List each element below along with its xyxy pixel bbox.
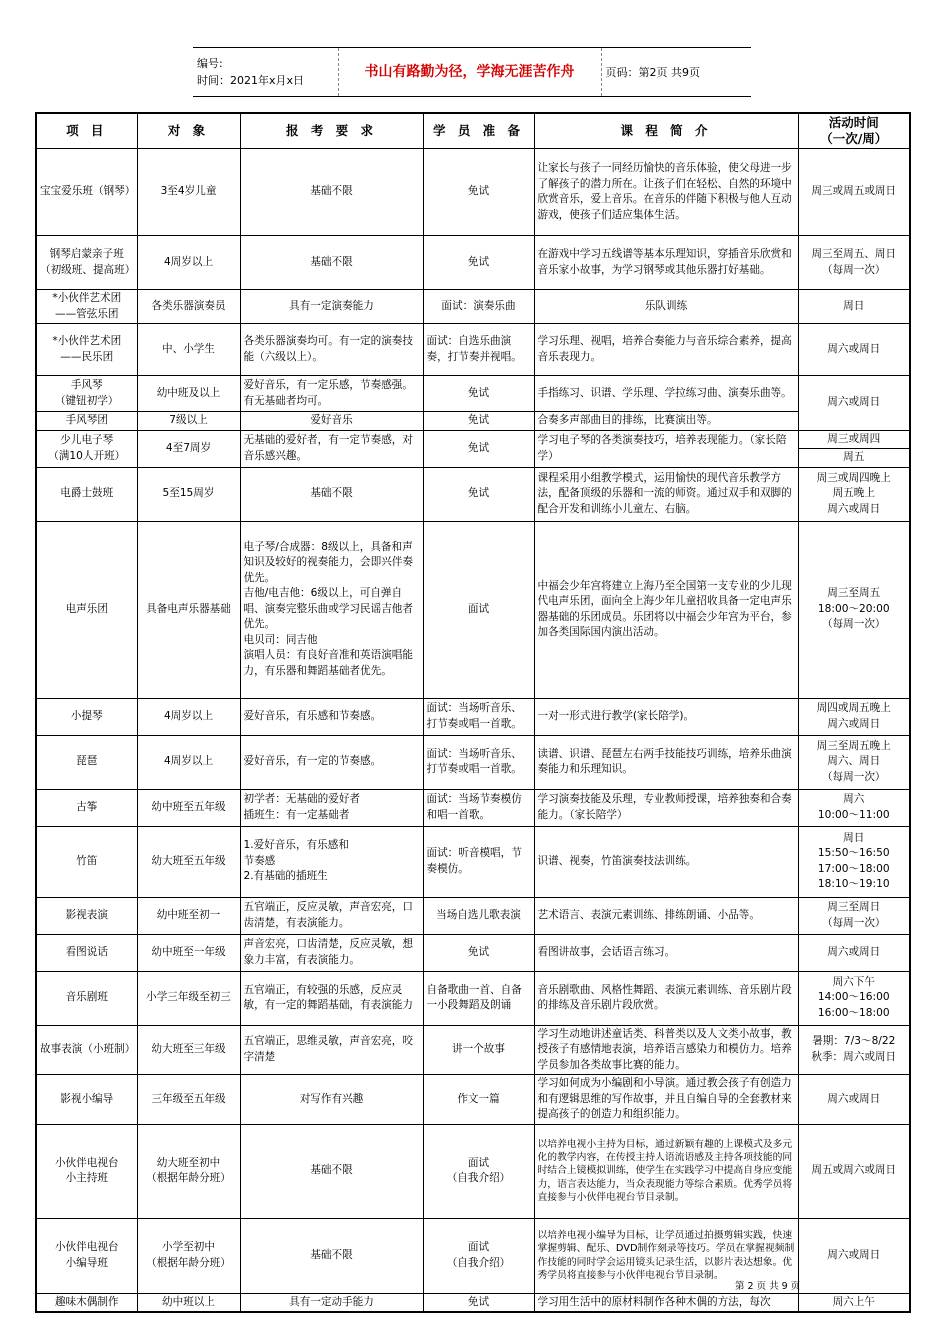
cell-time: 周三至周五 18:00～20:00 （每周一次）: [798, 521, 910, 698]
cell-prep: 面试 （自我介绍）: [423, 1124, 534, 1218]
cell-intro: 中福会少年宫将建立上海乃至全国第一支专业的少儿现代电声乐团，面向全上海少年儿童招收具备一定电声乐器基础的乐团成员。乐团将以中福会少年宫为平台，参加各类国际国内演出活动。: [534, 521, 798, 698]
cell-target: 中、小学生: [137, 324, 240, 376]
cell-project: 音乐剧班: [36, 971, 137, 1025]
cell-requirement: 对写作有兴趣: [240, 1075, 423, 1125]
cell-prep: 面试：演奏乐曲: [423, 290, 534, 324]
table-row: [36, 1025, 910, 1075]
cell-target: 幼中班至初一: [137, 897, 240, 934]
cell-time: 周三至周五、周日 （每周一次）: [798, 236, 910, 290]
cell-target: 小学至初中 （根据年龄分班）: [137, 1218, 240, 1293]
cell-intro: 学习电子琴的各类演奏技巧，培养表现能力。（家长陪学）: [534, 430, 798, 467]
cell-time: 周六或周日: [798, 934, 910, 971]
cell-time: 周日: [798, 290, 910, 324]
cell-intro: 看图讲故事，会话语言练习。: [534, 934, 798, 971]
cell-target: 3至4岁儿童: [137, 149, 240, 236]
cell-project: 竹笛: [36, 826, 137, 897]
cell-project: 手风琴 （键钮初学）: [36, 376, 137, 412]
cell-project: *小伙伴艺术团 ——管弦乐团: [36, 290, 137, 324]
table-row: [36, 376, 910, 412]
cell-intro: 以培养电视小主持为目标，通过新颖有趣的上课模式及多元化的教学内容，在传授主持人语流语感及主持各项技能的同时结合上镜模拟训练，使学生在实践学习中提高自身应变能力，语言表达能力，当众表现能力等综合素质。优秀学员将直接参与小伙伴电视台节目录制。: [534, 1124, 798, 1218]
cell-target: 幼中班及以上: [137, 376, 240, 412]
cell-project: 琵琶: [36, 735, 137, 789]
cell-requirement: 具有一定动手能力: [240, 1293, 423, 1312]
cell-project: 小伙伴电视台 小主持班: [36, 1124, 137, 1218]
cell-project: 小提琴: [36, 698, 137, 735]
cell-project: *小伙伴艺术团 ——民乐团: [36, 324, 137, 376]
cell-intro: 识谱、视奏，竹笛演奏技法训练。: [534, 826, 798, 897]
cell-target: 各类乐器演奏员: [137, 290, 240, 324]
cell-intro: 艺术语言、表演元素训练、排练朗诵、小品等。: [534, 897, 798, 934]
cell-prep: 面试: [423, 521, 534, 698]
cell-intro: 学习演奏技能及乐理，专业教师授课，培养独奏和合奏能力。（家长陪学）: [534, 789, 798, 826]
table-row: [36, 1293, 910, 1312]
cell-target: 4周岁以上: [137, 236, 240, 290]
cell-prep: 讲一个故事: [423, 1025, 534, 1075]
cell-requirement: 爱好音乐，有一定的节奏感。: [240, 735, 423, 789]
table-row: [36, 324, 910, 376]
cell-target: 幼大班至三年级: [137, 1025, 240, 1075]
cell-intro: 课程采用小组教学模式，运用愉快的现代音乐教学方法，配备顶级的乐器和一流的师资。通过双手和双脚的配合开发和训练小儿童左、右脑。: [534, 467, 798, 521]
col-header-requirement: 报 考 要 求: [240, 113, 423, 149]
cell-prep: 免试: [423, 467, 534, 521]
cell-prep: 面试 （自我介绍）: [423, 1218, 534, 1293]
col-header-time: 活动时间 （一次/周）: [798, 113, 910, 149]
page-label: 页码：第2页 共9页: [601, 48, 751, 97]
cell-prep: 自备歌曲一首、自备一小段舞蹈及朗诵: [423, 971, 534, 1025]
cell-prep: 面试：当场节奏模仿和唱一首歌。: [423, 789, 534, 826]
cell-requirement: 基础不限: [240, 149, 423, 236]
cell-project: 看图说话: [36, 934, 137, 971]
cell-prep: 当场自选儿歌表演: [423, 897, 534, 934]
cell-prep: 免试: [423, 236, 534, 290]
cell-intro: 在游戏中学习五线谱等基本乐理知识，穿插音乐欣赏和音乐家小故事，为学习钢琴或其他乐器打好基础。: [534, 236, 798, 290]
cell-time: 暑期：7/3～8/22 秋季：周六或周日: [798, 1025, 910, 1075]
cell-requirement: 各类乐器演奏均可。有一定的演奏技能（六级以上）。: [240, 324, 423, 376]
table-row: [36, 290, 910, 324]
cell-target: 三年级至五年级: [137, 1075, 240, 1125]
motto: 书山有路勤为径，学海无涯苦作舟: [338, 48, 601, 97]
cell-time: 周六下午 14:00～16:00 16:00～18:00: [798, 971, 910, 1025]
cell-project: 钢琴启蒙亲子班（初级班、提高班）: [36, 236, 137, 290]
cell-requirement: 五官端正，反应灵敏，声音宏亮，口齿清楚，有表演能力。: [240, 897, 423, 934]
table-row: [36, 1075, 910, 1125]
table-row: [36, 826, 910, 897]
cell-project: 影视表演: [36, 897, 137, 934]
cell-target: 5至15周岁: [137, 467, 240, 521]
table-row: [36, 735, 910, 789]
cell-prep: 免试: [423, 376, 534, 412]
table-row: [36, 236, 910, 290]
cell-requirement: 基础不限: [240, 236, 423, 290]
cell-requirement: 初学者：无基础的爱好者 插班生：有一定基础者: [240, 789, 423, 826]
cell-prep: 面试：当场听音乐、打节奏或唱一首歌。: [423, 698, 534, 735]
cell-requirement: 基础不限: [240, 467, 423, 521]
cell-target: 幼大班至初中 （根据年龄分班）: [137, 1124, 240, 1218]
table-row: [36, 971, 910, 1025]
cell-intro: 读谱、识谱、琵琶左右两手技能技巧训练，培养乐曲演奏能力和乐理知识。: [534, 735, 798, 789]
header-meta: [193, 48, 338, 97]
cell-requirement: 电子琴/合成器：8级以上，具备和声知识及较好的视奏能力，会即兴伴奏优先。 吉他/电吉他：6级以上，可自弹自唱、演奏完整乐曲或学习民谣吉他者优先。 电贝司：同吉他 演唱人员：有良好音准和英语演唱能力，有乐器和舞蹈基础者优先。: [240, 521, 423, 698]
cell-prep: 面试：听音模唱，节奏模仿。: [423, 826, 534, 897]
cell-intro: 学习生动地讲述童话类、科普类以及人文类小故事，教授孩子有感情地表演，培养语言感染力和模仿力。培养学员参加各类故事比赛的能力。: [534, 1025, 798, 1075]
cell-intro: 一对一形式进行教学(家长陪学)。: [534, 698, 798, 735]
cell-prep: 免试: [423, 1293, 534, 1312]
cell-intro: 合奏多声部曲目的排练，比赛演出等。: [534, 412, 798, 431]
cell-requirement: 爱好音乐: [240, 412, 423, 431]
cell-prep: 面试：当场听音乐、打节奏或唱一首歌。: [423, 735, 534, 789]
cell-requirement: 基础不限: [240, 1218, 423, 1293]
cell-intro: 音乐剧歌曲、风格性舞蹈、表演元素训练、音乐剧片段的排练及音乐剧片段欣赏。: [534, 971, 798, 1025]
cell-intro: 乐队训练: [534, 290, 798, 324]
cell-time: 周三至周日 （每周一次）: [798, 897, 910, 934]
cell-intro: 以培养电视小编导为目标，让学员通过拍摄剪辑实践，快速掌握剪辑、配乐、DVD制作刻录等技巧。学员在掌握视频制作技能的同时学会运用镜头记录生活，以影片表达想象。优秀学员将直接参与小伙伴电视台节目录制。: [534, 1218, 798, 1293]
table-row: [36, 789, 910, 826]
cell-project: 小伙伴电视台 小编导班: [36, 1218, 137, 1293]
cell-intro: 手指练习、识谱、学乐理、学拉练习曲、演奏乐曲等。: [534, 376, 798, 412]
cell-target: 幼中班至五年级: [137, 789, 240, 826]
table-row: [36, 430, 910, 449]
table-row: [36, 521, 910, 698]
col-header-target: 对 象: [137, 113, 240, 149]
cell-project: 古筝: [36, 789, 137, 826]
cell-time: 周五: [798, 449, 910, 468]
cell-target: 小学三年级至初三: [137, 971, 240, 1025]
table-row: [36, 1124, 910, 1218]
cell-target: 具备电声乐器基础: [137, 521, 240, 698]
cell-target: 幼中班以上: [137, 1293, 240, 1312]
cell-time: 周六或周日: [798, 324, 910, 376]
cell-prep: 免试: [423, 412, 534, 431]
cell-time: 周五或周六或周日: [798, 1124, 910, 1218]
cell-requirement: 基础不限: [240, 1124, 423, 1218]
cell-prep: 免试: [423, 430, 534, 467]
cell-requirement: 爱好音乐，有一定乐感，节奏感强。有无基础者均可。: [240, 376, 423, 412]
document-header: [193, 47, 751, 97]
cell-time: 周六或周日: [798, 376, 910, 431]
page-footer: 第 2 页 共 9 页: [735, 1281, 801, 1292]
cell-prep: 面试：自选乐曲演奏，打节奏并视唱。: [423, 324, 534, 376]
table-row: [36, 412, 910, 431]
cell-project: 宝宝爱乐班（钢琴）: [36, 149, 137, 236]
cell-project: 电声乐团: [36, 521, 137, 698]
cell-time: 周六或周日: [798, 1075, 910, 1125]
cell-time: 周三或周四: [798, 430, 910, 449]
cell-requirement: 声音宏亮，口齿清楚，反应灵敏，想象力丰富，有表演能力。: [240, 934, 423, 971]
cell-target: 幼中班至一年级: [137, 934, 240, 971]
cell-target: 4至7周岁: [137, 430, 240, 467]
col-header-prep: 学 员 准 备: [423, 113, 534, 149]
cell-intro: 让家长与孩子一同经历愉快的音乐体验，使父母进一步了解孩子的潜力所在。让孩子们在轻松、自然的环境中欣赏音乐，爱上音乐。在音乐的伴随下积极与他人互动游戏，使孩子们适应集体生活。: [534, 149, 798, 236]
cell-project: 手风琴团: [36, 412, 137, 431]
cell-target: 4周岁以上: [137, 698, 240, 735]
cell-time: 周三或周五或周日: [798, 149, 910, 236]
cell-prep: 免试: [423, 149, 534, 236]
cell-intro: 学习用生活中的原材料制作各种木偶的方法，每次: [534, 1293, 798, 1312]
cell-project: 趣味木偶制作: [36, 1293, 137, 1312]
cell-time: 周六或周日: [798, 1218, 910, 1293]
cell-requirement: 无基础的爱好者，有一定节奏感，对音乐感兴趣。: [240, 430, 423, 467]
cell-time: 周三至周五晚上 周六、周日 （每周一次）: [798, 735, 910, 789]
table-row: [36, 467, 910, 521]
col-header-project: 项 目: [36, 113, 137, 149]
course-table: [35, 112, 911, 1313]
cell-target: 幼大班至五年级: [137, 826, 240, 897]
cell-time: 周六 10:00～11:00: [798, 789, 910, 826]
table-row: [36, 934, 910, 971]
cell-target: 7级以上: [137, 412, 240, 431]
cell-time: 周四或周五晚上 周六或周日: [798, 698, 910, 735]
cell-prep: 免试: [423, 934, 534, 971]
cell-requirement: 爱好音乐，有乐感和节奏感。: [240, 698, 423, 735]
table-row: [36, 897, 910, 934]
time-label: 时间：2021年x月x日: [197, 74, 305, 87]
table-header-row: [36, 113, 910, 149]
cell-requirement: 五官端正，有较强的乐感，反应灵敏，有一定的舞蹈基础，有表演能力: [240, 971, 423, 1025]
cell-time: 周三或周四晚上 周五晚上 周六或周日: [798, 467, 910, 521]
table-row: [36, 698, 910, 735]
cell-target: 4周岁以上: [137, 735, 240, 789]
table-row: [36, 149, 910, 236]
cell-project: 故事表演（小班制）: [36, 1025, 137, 1075]
cell-project: 少儿电子琴 （满10人开班）: [36, 430, 137, 467]
cell-time: 周六上午: [798, 1293, 910, 1312]
cell-requirement: 五官端正，思维灵敏，声音宏亮，咬字清楚: [240, 1025, 423, 1075]
cell-project: 电爵士鼓班: [36, 467, 137, 521]
cell-requirement: 具有一定演奏能力: [240, 290, 423, 324]
cell-intro: 学习乐理、视唱，培养合奏能力与音乐综合素养，提高音乐表现力。: [534, 324, 798, 376]
number-label: 编号:: [197, 57, 223, 70]
cell-project: 影视小编导: [36, 1075, 137, 1125]
cell-time: 周日 15:50～16:50 17:00～18:00 18:10～19:10: [798, 826, 910, 897]
col-header-intro: 课 程 简 介: [534, 113, 798, 149]
cell-intro: 学习如何成为小编剧和小导演。通过教会孩子有创造力和有逻辑思维的写作故事，并且自编自导的全套教材来提高孩子的创造力和组织能力。: [534, 1075, 798, 1125]
cell-requirement: 1.爱好音乐，有乐感和 节奏感 2.有基础的插班生: [240, 826, 423, 897]
cell-prep: 作文一篇: [423, 1075, 534, 1125]
